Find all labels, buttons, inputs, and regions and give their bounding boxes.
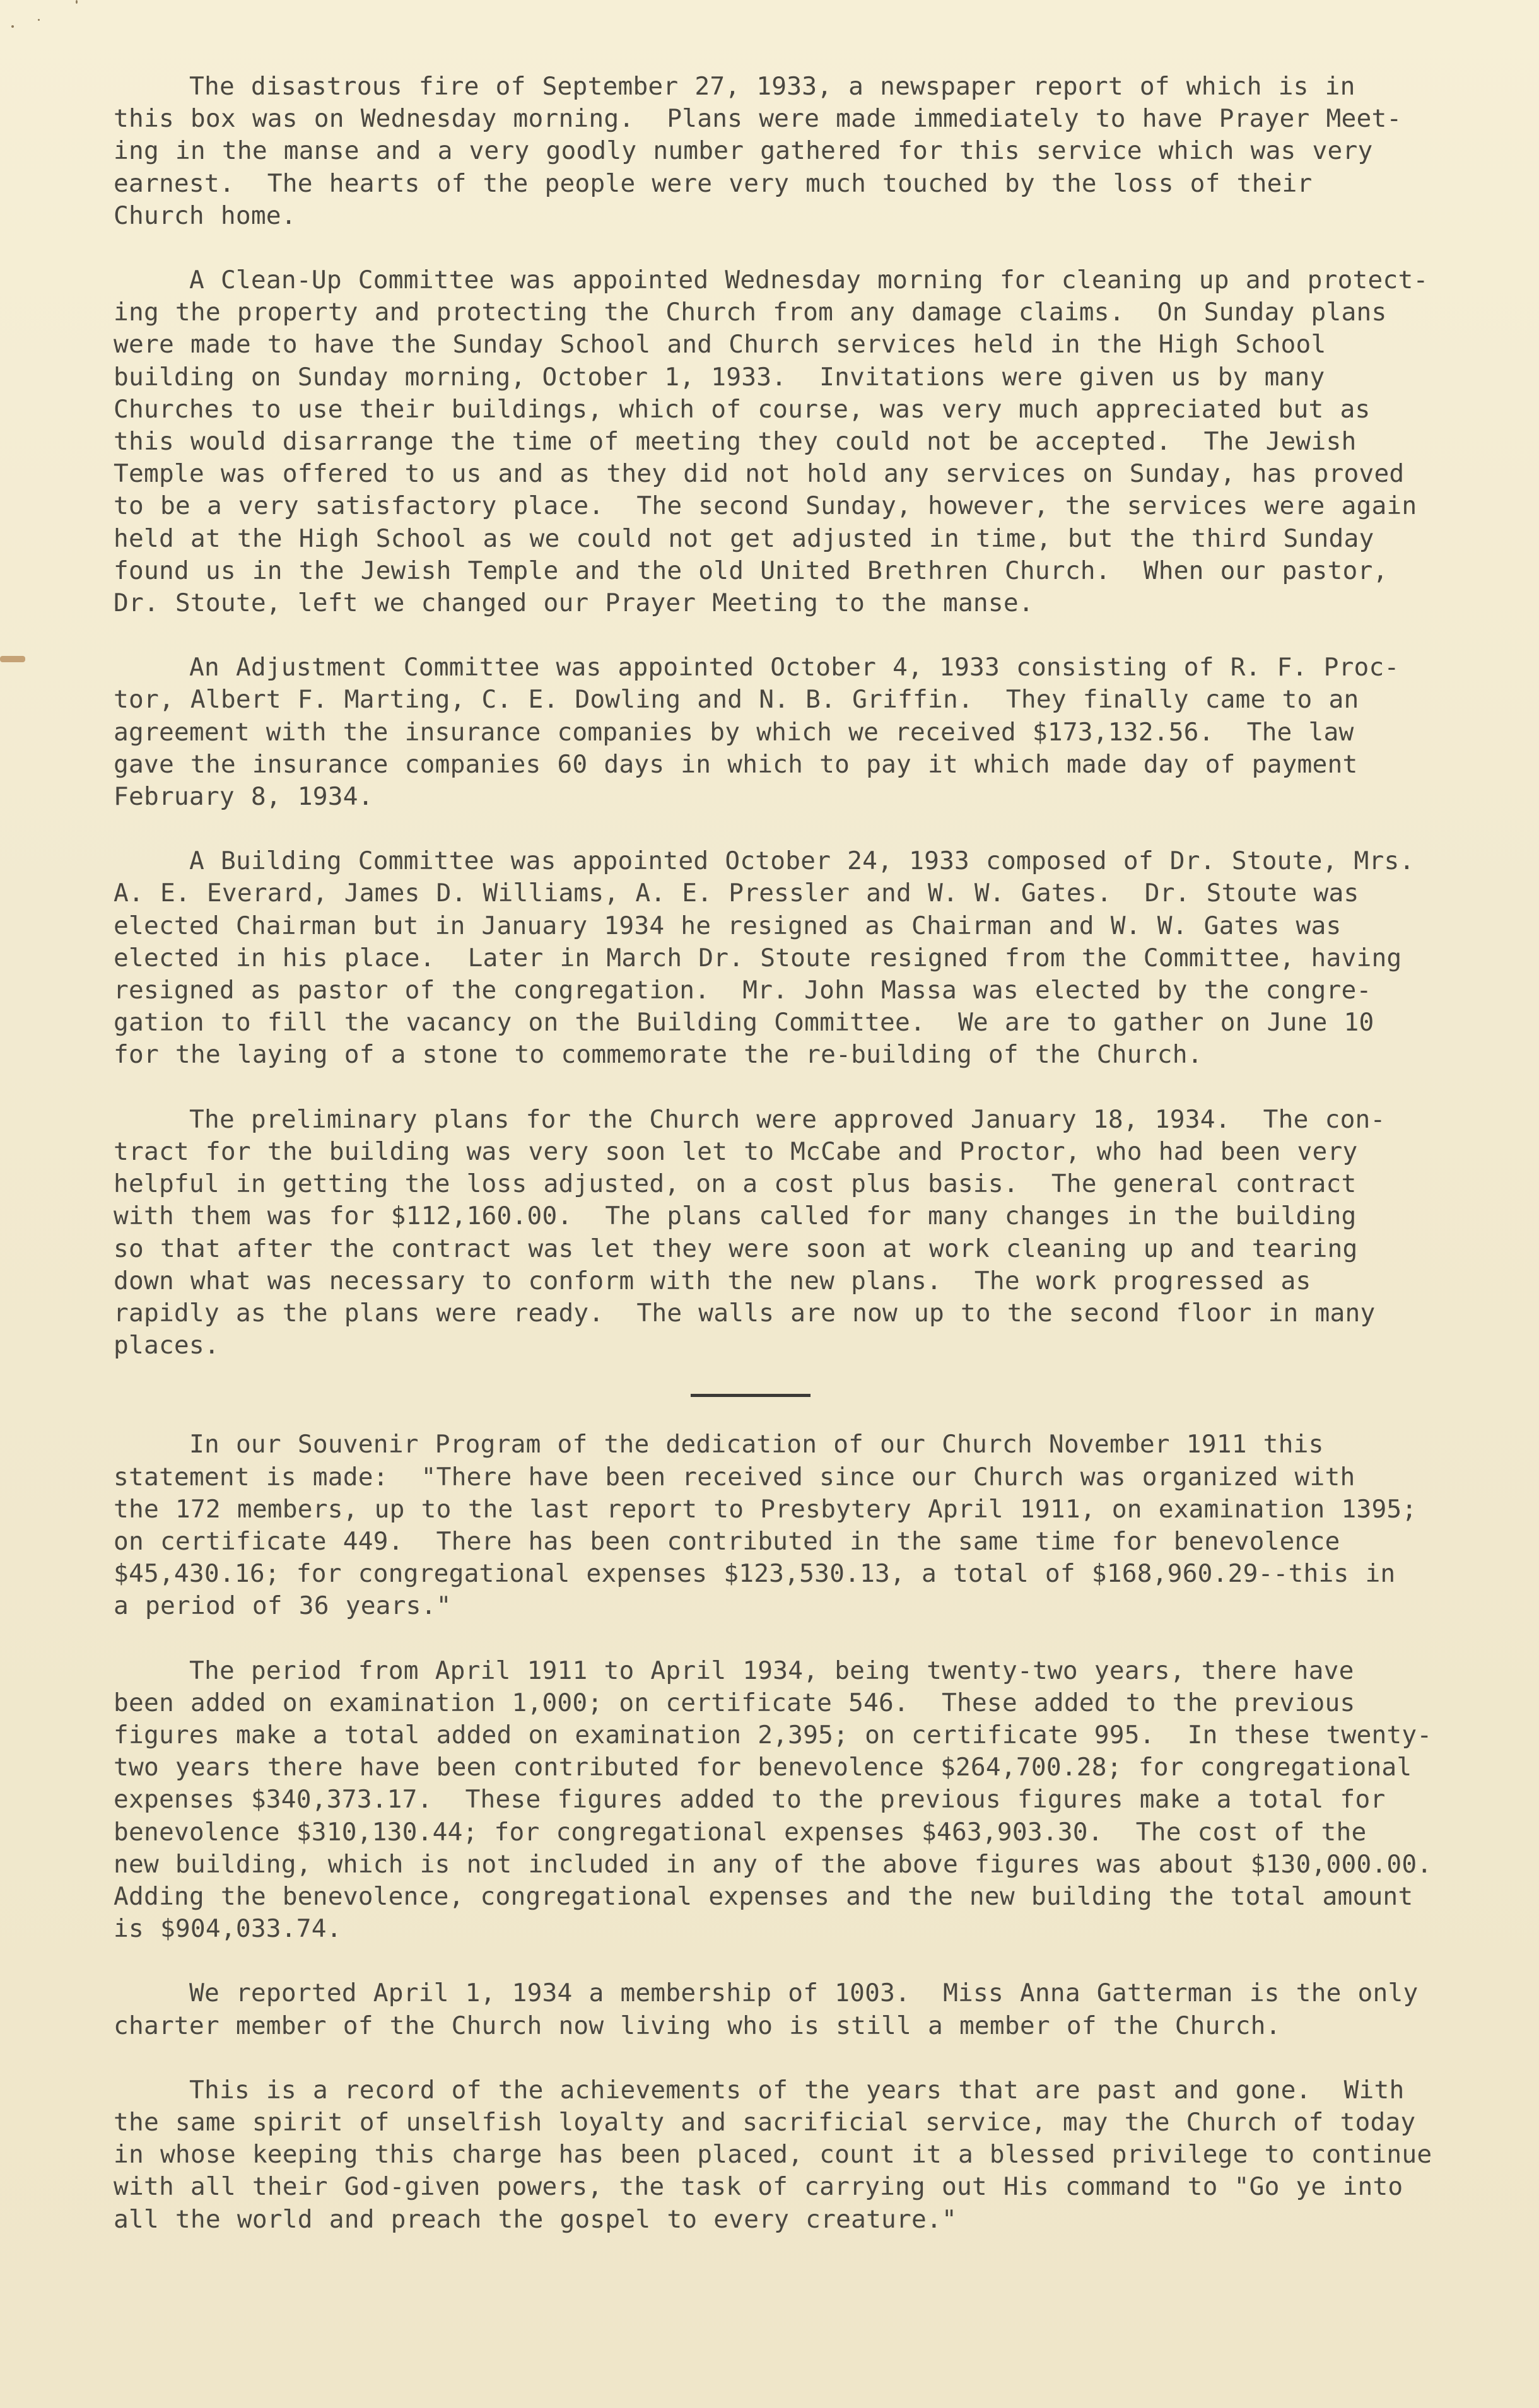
text-line: agreement with the insurance companies by which we received $173,132.56. The law — [114, 717, 1354, 747]
text-line: tor, Albert F. Marting, C. E. Dowling and N. B. Griffin. They finally came to an — [114, 685, 1359, 715]
text-line: helpful in getting the loss adjusted, on a cost plus basis. The general contract — [114, 1169, 1357, 1199]
text-line: held at the High School as we could not get adjusted in time, but the third Sunday — [114, 523, 1374, 553]
text-line: new building, which is not included in any of the above figures was about $130,000.00. — [114, 1849, 1432, 1879]
section-divider — [691, 1394, 810, 1397]
text-line: benevolence $310,130.44; for congregational expenses $463,903.30. The cost of the — [114, 1817, 1367, 1847]
paragraph-preliminary-plans — [114, 1104, 1482, 1362]
text-line: expenses $340,373.17. These figures added to the previous figures make a total for — [114, 1785, 1386, 1815]
paragraph-closing — [114, 2074, 1482, 2236]
text-line: so that after the contract was let they were soon at work cleaning up and tearing — [114, 1234, 1358, 1263]
text-line: the 172 members, up to the last report to Presbytery April 1911, on examination 1395; — [114, 1494, 1417, 1524]
text-line: Church home. — [114, 201, 296, 230]
paragraph-period-totals — [114, 1655, 1482, 1946]
text-line: were made to have the Sunday School and Church services held in the High School — [114, 330, 1326, 359]
ink-speck — [76, 0, 78, 4]
text-line: February 8, 1934. — [114, 782, 373, 812]
text-line: the same spirit of unselfish loyalty and sacrificial service, may the Church of today — [114, 2107, 1416, 2137]
paragraph-adjustment-committee — [114, 652, 1482, 813]
text-line: A Clean-Up Committee was appointed Wednesday morning for cleaning up and protect- — [189, 266, 1429, 295]
text-line: to be a very satisfactory place. The second Sunday, however, the services were again — [114, 491, 1417, 521]
text-line: elected in his place. Later in March Dr. Stoute resigned from the Committee, having — [114, 943, 1402, 973]
text-line: This is a record of the achievements of the years that are past and gone. With — [189, 2075, 1405, 2105]
text-line: The disastrous fire of September 27, 1933, a newspaper report of which is in — [189, 72, 1355, 101]
text-line: with all their God-given powers, the task of carrying out His command to "Go ye into — [114, 2172, 1403, 2202]
text-line: gave the insurance companies 60 days in which to pay it which made day of payment — [114, 749, 1358, 779]
text-line: for the laying of a stone to commemorate the re-building of the Church. — [114, 1040, 1203, 1070]
text-line: this would disarrange the time of meeting they could not be accepted. The Jewish — [114, 427, 1357, 457]
paragraph-fire — [114, 71, 1482, 232]
text-line: two years there have been contributed for benevolence $264,700.28; for congregational — [114, 1753, 1412, 1782]
text-line: A. E. Everard, James D. Williams, A. E. Pressler and W. W. Gates. Dr. Stoute was — [114, 879, 1359, 908]
text-line: been added on examination 1,000; on certificate 546. These added to the previous — [114, 1688, 1355, 1717]
text-line: $45,430.16; for congregational expenses $123,530.13, a total of $168,960.29--this in — [114, 1559, 1396, 1589]
text-line: with them was for $112,160.00. The plans called for many changes in the building — [114, 1201, 1357, 1231]
typewritten-body — [114, 71, 1482, 2268]
text-line: a period of 36 years." — [114, 1591, 452, 1621]
text-line: statement is made: "There have been received since our Church was organized with — [114, 1462, 1355, 1492]
text-line: elected Chairman but in January 1934 he resigned as Chairman and W. W. Gates was — [114, 911, 1342, 940]
text-line: We reported April 1, 1934 a membership of 1003. Miss Anna Gatterman is the only — [189, 1978, 1419, 2008]
text-line: ing the property and protecting the Church from any damage claims. On Sunday plans — [114, 298, 1387, 327]
text-line: rapidly as the plans were ready. The walls are now up to the second floor in many — [114, 1298, 1376, 1328]
text-line: this box was on Wednesday morning. Plans were made immediately to have Prayer Meet- — [114, 104, 1402, 134]
ink-speck — [38, 19, 40, 21]
text-line: Adding the benevolence, congregational expenses and the new building the total amount — [114, 1881, 1413, 1911]
text-line: Temple was offered to us and as they did not hold any services on Sunday, has proved — [114, 459, 1405, 489]
rust-stain — [0, 656, 25, 662]
text-line: in whose keeping this charge has been placed, count it a blessed privilege to continue — [114, 2140, 1432, 2170]
paragraph-clean-up-committee — [114, 264, 1482, 619]
text-line: tract for the building was very soon let to McCabe and Proctor, who had been very — [114, 1137, 1358, 1166]
text-line: figures make a total added on examination 2,395; on certificate 995. In these twenty- — [114, 1720, 1432, 1750]
text-line: down what was necessary to conform with the new plans. The work progressed as — [114, 1266, 1311, 1295]
paragraph-building-committee — [114, 845, 1482, 1071]
paragraph-souvenir-program — [114, 1429, 1482, 1622]
ink-speck — [11, 25, 14, 28]
paragraph-membership — [114, 1977, 1482, 2042]
text-line: Dr. Stoute, left we changed our Prayer Meeting to the manse. — [114, 588, 1034, 618]
text-line: earnest. The hearts of the people were very much touched by the loss of their — [114, 168, 1313, 198]
text-line: Churches to use their buildings, which of course, was very much appreciated but as — [114, 394, 1371, 424]
text-line: all the world and preach the gospel to every creature." — [114, 2204, 957, 2234]
text-line: places. — [114, 1331, 219, 1360]
text-line: resigned as pastor of the congregation. Mr. John Massa was elected by the congre- — [114, 976, 1372, 1005]
text-line: ing in the manse and a very goodly number gathered for this service which was very — [114, 136, 1373, 166]
text-line: An Adjustment Committee was appointed October 4, 1933 consisting of R. F. Proc- — [189, 653, 1400, 682]
text-line: building on Sunday morning, October 1, 1933. Invitations were given us by many — [114, 362, 1325, 392]
text-line: A Building Committee was appointed October 24, 1933 composed of Dr. Stoute, Mrs. — [189, 846, 1415, 876]
text-line: gation to fill the vacancy on the Building Committee. We are to gather on June 10 — [114, 1008, 1374, 1037]
text-line: charter member of the Church now living who is still a member of the Church. — [114, 2011, 1281, 2040]
text-line: is $904,033.74. — [114, 1914, 342, 1944]
text-line: on certificate 449. There has been contributed in the same time for benevolence — [114, 1526, 1340, 1556]
text-line: In our Souvenir Program of the dedication of our Church November 1911 this — [189, 1430, 1324, 1459]
text-line: found us in the Jewish Temple and the old United Brethren Church. When our pastor, — [114, 556, 1388, 585]
text-line: The preliminary plans for the Church were approved January 18, 1934. The con- — [189, 1104, 1386, 1134]
text-line: The period from April 1911 to April 1934, being twenty-two years, there have — [189, 1656, 1354, 1685]
